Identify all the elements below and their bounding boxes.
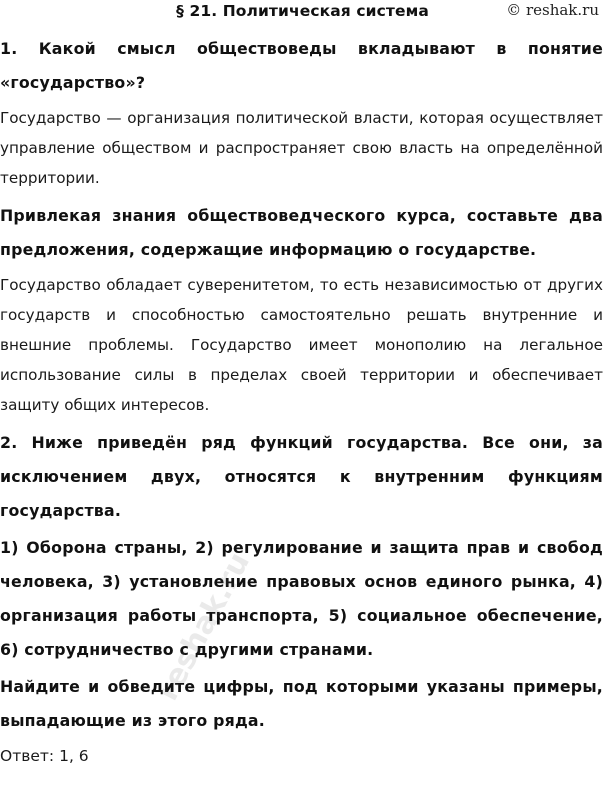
task2-question: 2. Ниже приведён ряд функций государства. Все они, за исключением двух, относятся к внутренним функциям государства. (0, 433, 603, 520)
section-title: § 21. Политическая система (176, 2, 429, 20)
copyright-watermark: © reshak.ru (506, 1, 599, 19)
task1b-answer: Государство обладает суверенитетом, то есть независимостью от других государств и способностью самостоятельно решать внутренние и внешние проблемы. Государство имеет монополию на легальное использование силы в пределах своей территории и обеспечивает защиту общих интересов. (0, 276, 603, 414)
task1-answer: Государство — организация политической власти, которая осуществляет управление обществом и распространяет свою власть на определённой территории. (0, 109, 603, 187)
task1b-question: Привлекая знания обществоведческого курса, составьте два предложения, содержащие информацию о государстве. (0, 206, 603, 259)
task2-function-list: 1) Оборона страны, 2) регулирование и защита прав и свобод человека, 3) установление правовых основ единого рынка, 4) организация работы транспорта, 5) социальное обеспечение, 6) сотрудничество с другими странами. (0, 538, 603, 659)
task2-instruction: Найдите и обведите цифры, под которыми указаны примеры, выпадающие из этого ряда. (0, 677, 603, 730)
diagonal-watermark: reshak.ru (150, 546, 258, 707)
document-body (0, 32, 603, 771)
task1-question: 1. Какой смысл обществоведы вкладывают в понятие «государство»? (0, 39, 603, 92)
task2-answer: Ответ: 1, 6 (0, 747, 89, 765)
page-header (0, 0, 605, 26)
